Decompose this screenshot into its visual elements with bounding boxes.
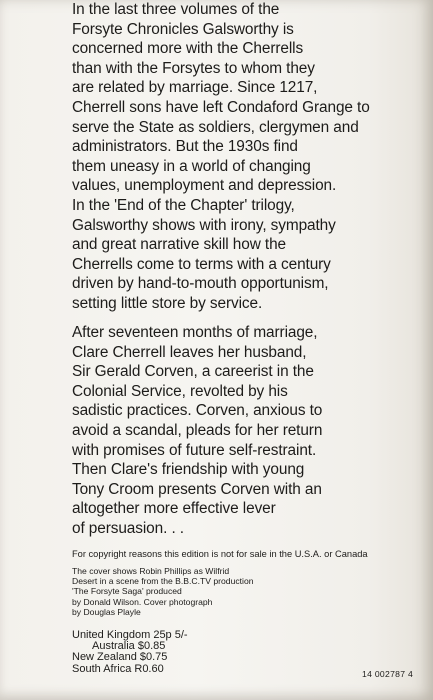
isbn-number: 14 002787 4 xyxy=(362,669,414,679)
price-south-africa: South Africa R0.60 xyxy=(72,662,164,675)
cover-credit: The cover shows Robin Phillips as Wilfrid Desert in a scene from the B.B.C.TV production 'The Forsyte Saga' produced by Donald Wilson. Cover photograph by Douglas Playle xyxy=(72,566,254,617)
blurb-text-2: After seventeen months of marriage, Clare Cherrell leaves her husband, Sir Gerald Corven, a careerist in the Colonial Service, revolted by his sadistic practices. Corven, anxious to avoid a scandal, pleads for her return with promises of future self-restraint. Then Clare's friendship with young Tony Croom presents Corven with an altogether more effective lever of persuasion. . . xyxy=(72,324,323,537)
price-new-zealand: New Zealand $0.75 xyxy=(72,651,168,664)
blurb-paragraph-1 xyxy=(72,0,417,314)
blurb-paragraph-2 xyxy=(72,323,417,539)
blurb-text-1: In the last three volumes of the Forsyte Chronicles Galsworthy is concerned more with the Cherrells than with the Forsytes to whom they are related by marriage. Since 1217, Cherrell sons have left Condaford Grange to serve the State as soldiers, clergymen and administrators. But the 1930s find them uneasy in a world of changing values, unemployment and depression. In the 'End of the Chapter' trilogy, Galsworthy shows with irony, sympathy and great narrative skill how the Cherrells come to terms with a century driven by hand-to-mouth opportunism, setting little store by service. xyxy=(72,1,370,312)
price-uk: United Kingdom 25p 5/- xyxy=(72,629,188,641)
price-list xyxy=(72,630,188,675)
price-australia: Australia $0.85 xyxy=(92,640,166,653)
copyright-note: For copyright reasons this edition is not for sale in the U.S.A. or Canada xyxy=(72,549,368,559)
